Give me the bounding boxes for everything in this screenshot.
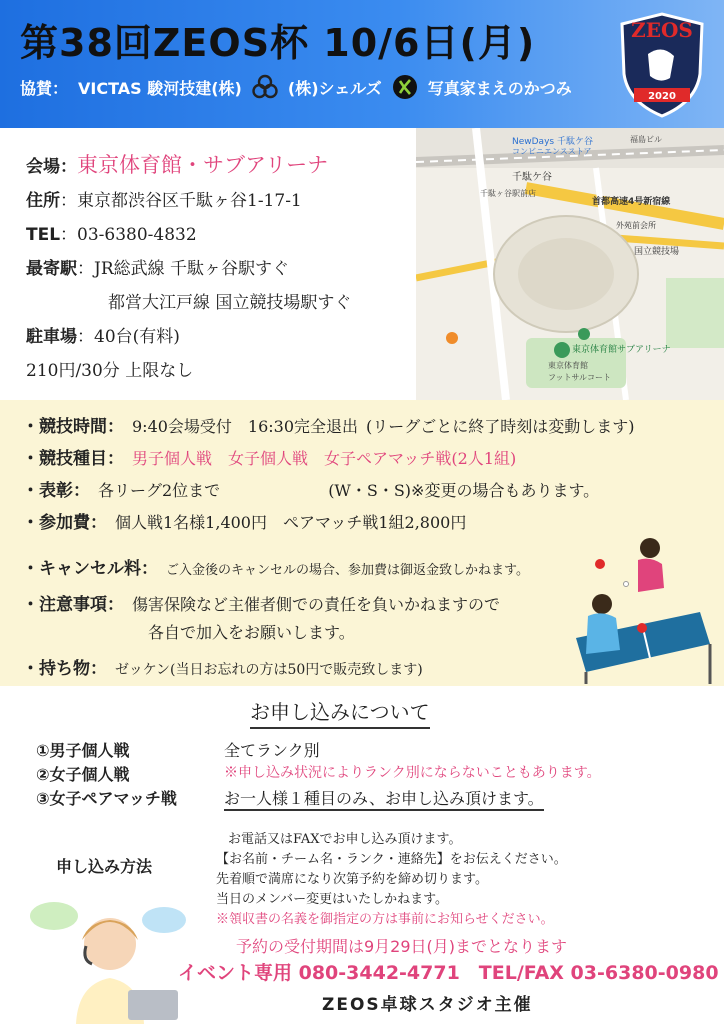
svg-text:千駄ケ谷: 千駄ケ谷 (512, 172, 552, 183)
parking: ：40台(有料) (77, 327, 180, 347)
notice-row-2: 各自で加入をお願いします。 (148, 623, 355, 642)
svg-text:外苑前会所: 外苑前会所 (616, 221, 656, 230)
shells-logo-icon (252, 74, 278, 100)
svg-text:福島ビル: 福島ビル (630, 135, 662, 144)
category-men: ①男子個人戦 (36, 741, 130, 760)
rank-note: ※申し込み状況によりランク別にならないこともあります。 (224, 765, 601, 781)
svg-text:東京体育館サブアリーナ: 東京体育館サブアリーナ (572, 345, 671, 355)
address: ：東京都渋谷区千駄ヶ谷1-17-1 (60, 191, 302, 211)
one-event-text: お一人様１種目のみ、お申し込み頂けます。 (224, 786, 544, 811)
rank-text: 全てランク別 (224, 741, 320, 760)
event-title: 第38回ZEOS杯 10/6日(月) (20, 21, 536, 65)
address-label: 住所 (26, 191, 60, 211)
logo-year: 2020 (648, 91, 676, 102)
category-women: ②女子個人戦 (36, 765, 130, 784)
time-row: ・競技時間： 9:40会場受付 16:30完全退出 (リーグごとに終了時刻は変動します) (22, 417, 635, 437)
station-label: 最寄駅 (26, 259, 77, 279)
method-line-4: 当日のメンバー変更はいたしかねます。 (216, 892, 449, 907)
paddle-icon (595, 559, 605, 569)
svg-text:首都高速4号新宿線: 首都高速4号新宿線 (592, 197, 671, 207)
sponsor-line (20, 74, 572, 100)
sponsor-victas: VICTAS 駿河技建(株) (78, 78, 242, 98)
svg-text:フットサルコート: フットサルコート (548, 373, 612, 382)
method-label: 申し込み方法 (56, 857, 153, 876)
header-banner (0, 0, 724, 128)
svg-text:千駄ヶ谷駅前店: 千駄ヶ谷駅前店 (480, 189, 536, 198)
apply-title: お申し込みについて (250, 696, 430, 729)
svg-text:NewDays 千駄ケ谷: NewDays 千駄ケ谷 (512, 137, 593, 147)
parking-label: 駐車場 (26, 327, 77, 347)
tel: ：03-6380-4832 (60, 225, 197, 245)
cancel-row: ・キャンセル料： ご入金後のキャンセルの場合、参加費は御返金致しかねます。 (22, 559, 529, 579)
award-row: ・表彰： 各リーグ2位まで (W・S・S)※変更の場合もあります。 (22, 481, 600, 501)
deadline-text: 予約の受付期間は9月29日(月)までとなります (236, 937, 568, 956)
photographer-logo-icon (392, 74, 418, 100)
bring-row: ・持ち物： ゼッケン(当日お忘れの方は50円で販売致します) (22, 659, 423, 679)
venue-info (26, 148, 416, 388)
method-line-5: ※領収書の名義を御指定の方は事前にお知らせください。 (216, 912, 554, 927)
svg-text:国立競技場: 国立競技場 (634, 247, 680, 257)
venue-pin-icon (554, 342, 570, 358)
tel-label: TEL (26, 225, 61, 245)
notice-row: ・注意事項： 傷害保険など主催者側での責任を負いかねますので (22, 595, 501, 615)
contact-numbers: イベント専用 080-3442-4771 TEL/FAX 03-6380-0980 (178, 962, 719, 984)
station-1: ：JR総武線 千駄ヶ谷駅すぐ (77, 259, 290, 279)
logo-text: ZEOS (631, 18, 693, 42)
venue-map[interactable] (416, 128, 724, 400)
svg-text:東京体育館: 東京体育館 (548, 361, 588, 370)
map-graphic (416, 128, 724, 400)
phone-operator-illustration (20, 898, 190, 1024)
method-line-1: お電話又はFAXでお申し込み頂けます。 (228, 832, 462, 847)
sponsor-shells: (株)シェルズ (287, 78, 382, 98)
events-row: ・競技種目： 男子個人戦 女子個人戦 女子ペアマッチ戦(2人1組) (22, 449, 517, 469)
venue-label: 会場： (26, 157, 77, 177)
parking-fee: 210円/30分 上限なし (26, 361, 194, 381)
zeos-shield-logo (612, 10, 712, 120)
table-tennis-illustration (566, 534, 716, 684)
method-line-2: 【お名前・チーム名・ランク・連絡先】をお伝えください。 (216, 852, 567, 867)
svg-text:コンビニエンスストア: コンビニエンスストア (512, 147, 592, 156)
sponsor-label: 協賛： (20, 78, 69, 98)
sponsor-photographer: 写真家まえのかつみ (427, 78, 572, 98)
venue-name: 東京体育館・サブアリーナ (77, 153, 329, 177)
fee-row: ・参加費： 個人戦1名様1,400円 ペアマッチ戦1組2,800円 (22, 513, 467, 533)
category-pair: ③女子ペアマッチ戦 (36, 789, 177, 808)
method-line-3: 先着順で満席になり次第予約を締め切ります。 (216, 872, 488, 887)
station-2: 都営大江戸線 国立競技場駅すぐ (108, 293, 352, 313)
host-text: ZEOS卓球スタジオ主催 (322, 995, 533, 1015)
